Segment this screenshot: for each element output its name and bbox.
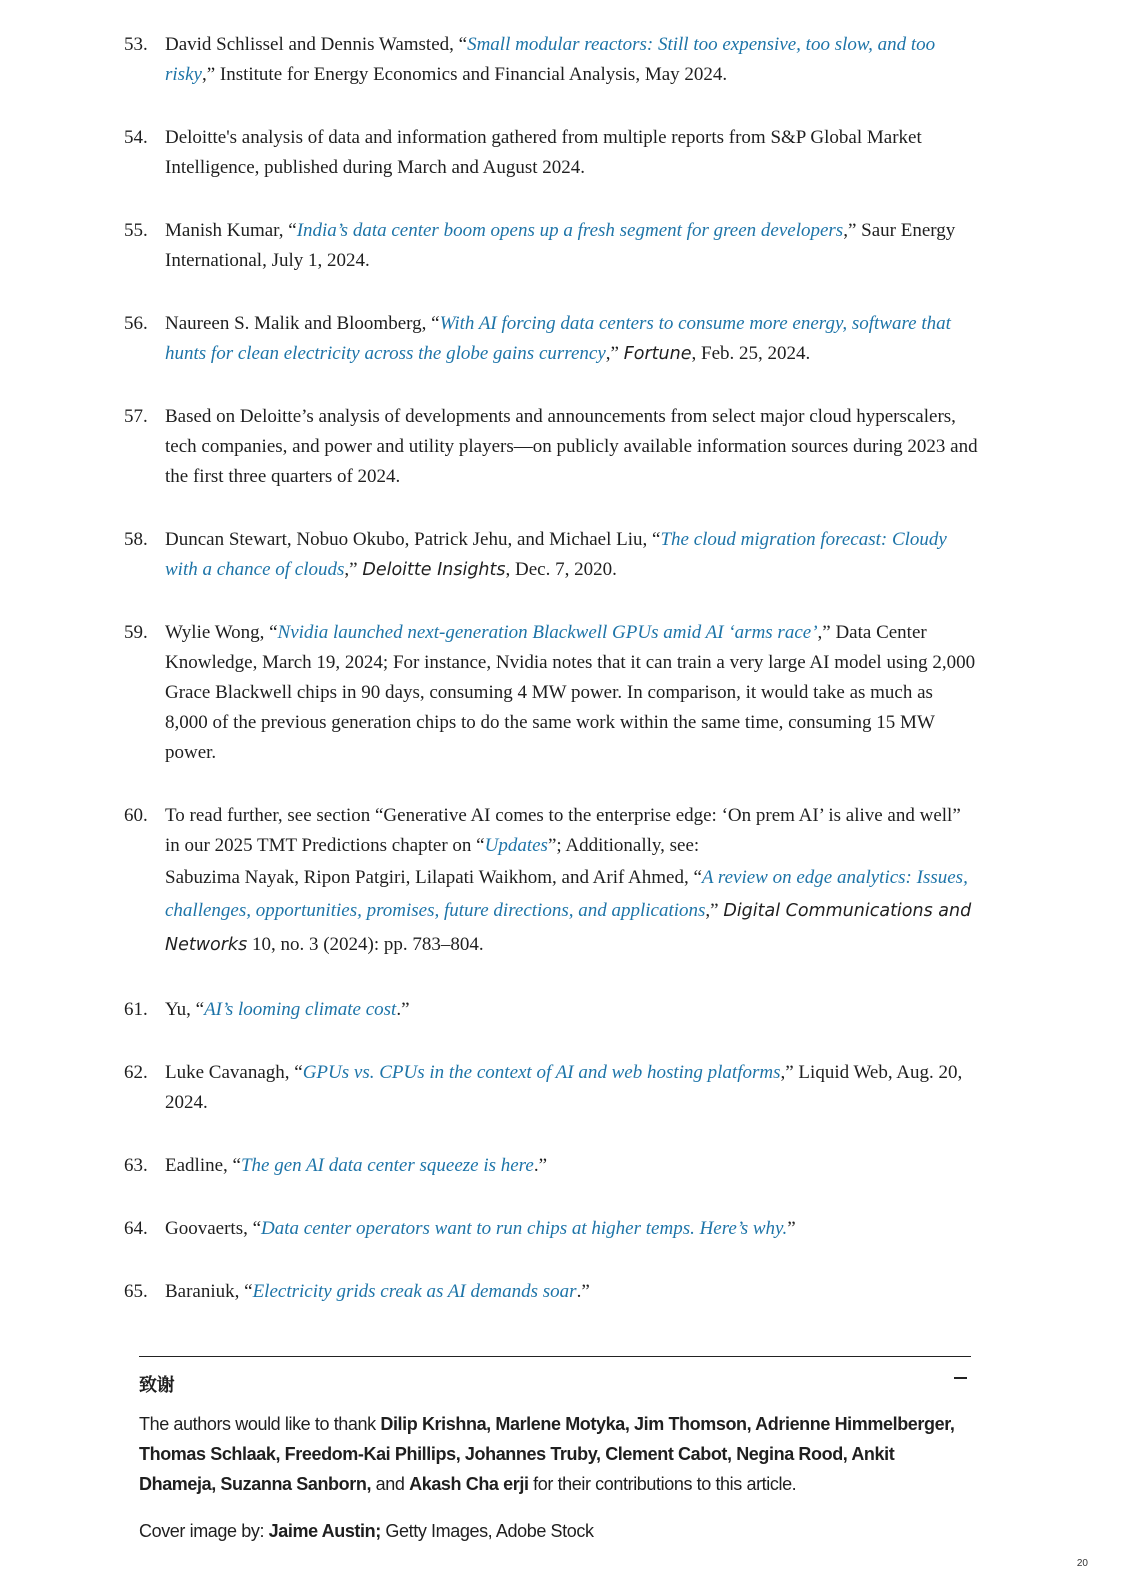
endnote-53 (124, 30, 979, 90)
endnote-author: Sabuzima Nayak, Ripon Patgiri, Lilapati Waikhom, and Arif Ahmed, “ (165, 867, 702, 888)
endnote-citation: , Feb. 25, 2024. (691, 343, 811, 364)
endnote-citation: ,” Data Center Knowledge, March 19, 2024; For instance, Nvidia notes that it can train a very large AI model using 2,000 Grace Blackwell chips in 90 days, consuming 4 MW power. In comparison, it would take as much as 8,000 of the previous generation chips to do the same work within the same time, consuming 15 MW power. (165, 622, 976, 763)
endnote-number: 56. (124, 313, 148, 334)
endnote-citation: ,” Liquid Web, Aug. 20, 2024. (165, 1062, 963, 1113)
endnote-number: 55. (124, 220, 148, 241)
endnote-source: Digital Communications and Networks (165, 901, 972, 955)
endnote-number: 53. (124, 34, 148, 55)
endnote-citation: ” (787, 1218, 796, 1239)
endnote-author: Goovaerts, “ (165, 1218, 262, 1239)
ack-intro: The authors would like to thank (139, 1414, 381, 1434)
endnote-link[interactable]: Nvidia launched next-generation Blackwell GPUs amid AI ‘arms race’ (277, 622, 818, 643)
endnote-author: Luke Cavanagh, “ (165, 1062, 303, 1083)
endnote-citation: ,” Institute for Energy Economics and Financial Analysis, May 2024. (201, 64, 728, 85)
endnote-link[interactable]: AI’s looming climate cost (204, 999, 397, 1020)
endnote-number: 54. (124, 127, 148, 148)
endnote-author: Duncan Stewart, Nobuo Okubo, Patrick Jehu, and Michael Liu, “ (165, 529, 661, 550)
endnote-text-cont: ”; Additionally, see: (547, 835, 700, 856)
endnote-sep: ,” (605, 343, 624, 364)
endnote-link[interactable]: The cloud migration forecast: Cloudy with a chance of clouds (165, 529, 947, 580)
endnote-number: 62. (124, 1062, 148, 1083)
endnote-source: Fortune (623, 344, 692, 364)
endnote-citation: , Dec. 7, 2020. (505, 559, 617, 580)
endnote-link[interactable]: The gen AI data center squeeze is here (240, 1155, 534, 1176)
cover-rest: Getty Images, Adobe Stock (380, 1521, 594, 1541)
endnote-citation: .” (533, 1155, 547, 1176)
page-number: 20 (1076, 1558, 1088, 1569)
endnote-54 (124, 123, 979, 183)
endnote-sep: ,” (344, 559, 363, 580)
endnote-number: 59. (124, 622, 148, 643)
endnote-number: 61. (124, 999, 148, 1020)
endnote-number: 63. (124, 1155, 148, 1176)
acknowledgments-text (139, 1409, 971, 1499)
endnote-link[interactable]: With AI forcing data centers to consume more energy, software that hunts for clean electricity across the globe gains currency (165, 313, 951, 364)
collapse-minus-icon[interactable] (954, 1377, 967, 1379)
endnote-number: 60. (124, 805, 148, 826)
endnote-author: Baraniuk, “ (165, 1281, 253, 1302)
endnote-59 (124, 618, 979, 768)
cover-label: Cover image by: (139, 1521, 269, 1541)
endnote-text: Deloitte's analysis of data and information gathered from multiple reports from S&P Global Market Intelligence, published during March and August 2024. (165, 127, 922, 178)
endnote-61 (124, 995, 979, 1025)
endnote-55 (124, 216, 979, 276)
endnote-63 (124, 1151, 979, 1181)
endnote-65 (124, 1277, 979, 1307)
endnote-author: Wylie Wong, “ (165, 622, 278, 643)
endnote-62 (124, 1058, 979, 1118)
endnote-number: 58. (124, 529, 148, 550)
endnote-link[interactable]: Updates (484, 835, 548, 856)
endnote-text: To read further, see section “Generative AI comes to the enterprise edge: ‘On prem AI’ is alive and well” in our 2025 TMT Predictions chapter on “ (165, 805, 961, 856)
endnote-link[interactable]: Electricity grids creak as AI demands soar (252, 1281, 577, 1302)
endnote-number: 57. (124, 406, 148, 427)
endnotes-list (124, 30, 979, 1340)
acknowledgments-title: 致谢 (139, 1375, 175, 1395)
endnote-text: Based on Deloitte’s analysis of developments and announcements from select major cloud hyperscalers, tech companies, and power and utility players—on publicly available information sources during 2023 and the first three quarters of 2024. (165, 406, 978, 487)
ack-names: Dilip Krishna, Marlene Motyka, Jim Thomson, Adrienne Himmelberger, Thomas Schlaak, Freedom-Kai Phillips, Johannes Truby, Clement Cabot, Negina Rood, Ankit Dhameja, Suzanna Sanborn, (139, 1414, 955, 1494)
endnote-60 (124, 801, 979, 962)
endnote-author: Yu, “ (165, 999, 205, 1020)
endnote-author: Manish Kumar, “ (165, 220, 297, 241)
endnote-source: Deloitte Insights (362, 560, 506, 580)
endnote-author: Eadline, “ (165, 1155, 241, 1176)
acknowledgments-section (139, 1356, 971, 1546)
endnote-56 (124, 309, 979, 369)
endnote-link[interactable]: GPUs vs. CPUs in the context of AI and web hosting platforms (302, 1062, 781, 1083)
endnote-author: Naureen S. Malik and Bloomberg, “ (165, 313, 440, 334)
endnote-citation: 10, no. 3 (2024): pp. 783–804. (247, 934, 484, 955)
endnote-number: 65. (124, 1281, 148, 1302)
cover-credit (139, 1516, 971, 1546)
endnote-sep: ,” (705, 900, 724, 921)
endnote-citation: .” (396, 999, 410, 1020)
endnote-link-2[interactable]: A review on edge analytics: Issues, challenges, opportunities, promises, future directions, and applications (165, 867, 968, 921)
ack-and: and (371, 1474, 410, 1494)
endnote-author: David Schlissel and Dennis Wamsted, “ (165, 34, 468, 55)
endnote-link[interactable]: Data center operators want to run chips at higher temps. Here’s why. (261, 1218, 788, 1239)
endnote-64 (124, 1214, 979, 1244)
ack-last-name: Akash Cha erji (409, 1474, 529, 1494)
endnote-number: 64. (124, 1218, 148, 1239)
endnote-link[interactable]: India’s data center boom opens up a fresh segment for green developers (296, 220, 844, 241)
ack-outro: for their contributions to this article. (528, 1474, 797, 1494)
cover-name: Jaime Austin; (268, 1521, 381, 1541)
endnote-58 (124, 525, 979, 585)
endnote-citation: ,” Saur Energy International, July 1, 2024. (165, 220, 956, 271)
endnote-citation: .” (576, 1281, 590, 1302)
endnote-link[interactable]: Small modular reactors: Still too expensive, too slow, and too risky (165, 34, 936, 85)
endnote-57 (124, 402, 979, 492)
